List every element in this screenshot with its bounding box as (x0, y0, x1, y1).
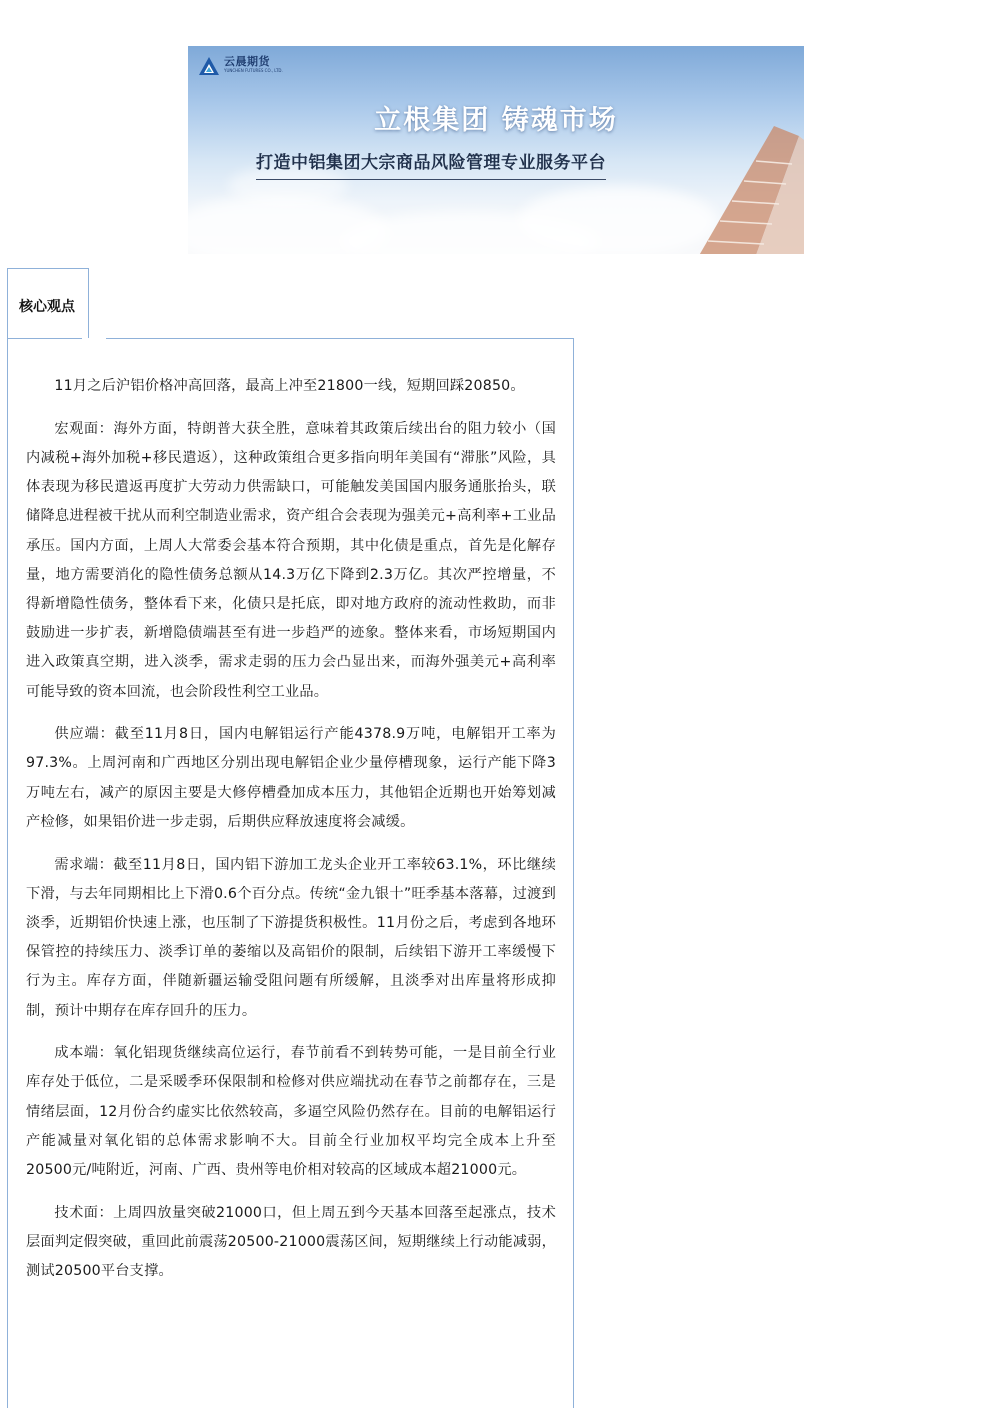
section-tab (7, 268, 89, 338)
paragraph-supply: 供应端：截至11月8日，国内电解铝运行产能4378.9万吨，电解铝开工率为97.3%。上周河南和广西地区分别出现电解铝企业少量停槽现象，运行产能下降3万吨左右，减产的原因主要是大修停槽叠加成本压力，其他铝企近期也开始筹划减产检修，如果铝价进一步走弱，后期供应释放速度将会减缓。 (26, 726, 556, 830)
paragraph-technical: 技术面：上周四放量突破21000口，但上周五到今天基本回落至起涨点，技术层面判定假突破，重回此前震荡20500-21000震荡区间，短期继续上行动能减弱，测试20500平台支撑。 (26, 1204, 556, 1280)
header-banner (188, 46, 804, 254)
logo-triangle-icon (198, 56, 220, 76)
article-body (26, 372, 556, 1300)
logo-name: 云晨期货 (224, 55, 270, 68)
paragraph-demand: 需求端：截至11月8日，国内铝下游加工龙头企业开工率较63.1%，环比继续下滑，与去年同期相比上下滑0.6个百分点。传统“金九银十”旺季基本落幕，过渡到淡季，近期铝价快速上涨，也压制了下游提货积极性。11月份之后，考虑到各地环保管控的持续压力、淡季订单的萎缩以及高铝价的限制，后续铝下游开工率缓慢下行为主。库存方面，伴随新疆运输受阻问题有所缓解，且淡季对出库量将形成抑制，预计中期存在库存回升的压力。 (26, 856, 556, 1019)
section-tab-label: 核心观点 (19, 299, 75, 315)
paragraph-macro: 宏观面：海外方面，特朗普大获全胜，意味着其政策后续出台的阻力较小（国内减税+海外加税+移民遣返），这种政策组合更多指向明年美国有“滞胀”风险，具体表现为移民遣返再度扩大劳动力供需缺口，可能触发美国国内服务通胀抬头，联储降息进程被干扰从而利空制造业需求，资产组合会表现为强美元+高利率+工业品承压。国内方面，上周人大常委会基本符合预期，其中化债是重点，首先是化解存量，地方需要消化的隐性债务总额从14.3万亿下降到2.3万亿。其次严控增量，不得新增隐性债务，整体看下来，化债只是托底，即对地方政府的流动性救助，而非鼓励进一步扩表，新增隐债端甚至有进一步趋严的迹象。整体来看，市场短期国内进入政策真空期，进入淡季，需求走弱的压力会凸显出来，而海外强美元+高利率可能导致的资本回流，也会阶段性利空工业品。 (26, 420, 556, 700)
banner-slogan: 立根集团 铸魂市场 (374, 105, 618, 136)
logo-subtext: YUNCHEN FUTURES CO., LTD. (224, 68, 283, 73)
paragraph-cost: 成本端：氧化铝现货继续高位运行，春节前看不到转势可能，一是目前全行业库存处于低位，二是采暖季环保限制和检修对供应端扰动在春节之前都存在，三是情绪层面，12月份合约虚实比依然较高，多逼空风险仍然存在。目前的电解铝运行产能减量对氧化铝的总体需求影响不大。目前全行业加权平均完全成本上升至20500元/吨附近，河南、广西、贵州等电价相对较高的区域成本超21000元。 (26, 1045, 556, 1179)
company-logo (198, 56, 283, 76)
banner-subtitle: 打造中铝集团大宗商品风险管理专业服务平台 (256, 148, 606, 180)
paragraph-summary: 11月之后沪铝价格冲高回落，最高上冲至21800一线，短期回踩20850。 (54, 378, 525, 394)
